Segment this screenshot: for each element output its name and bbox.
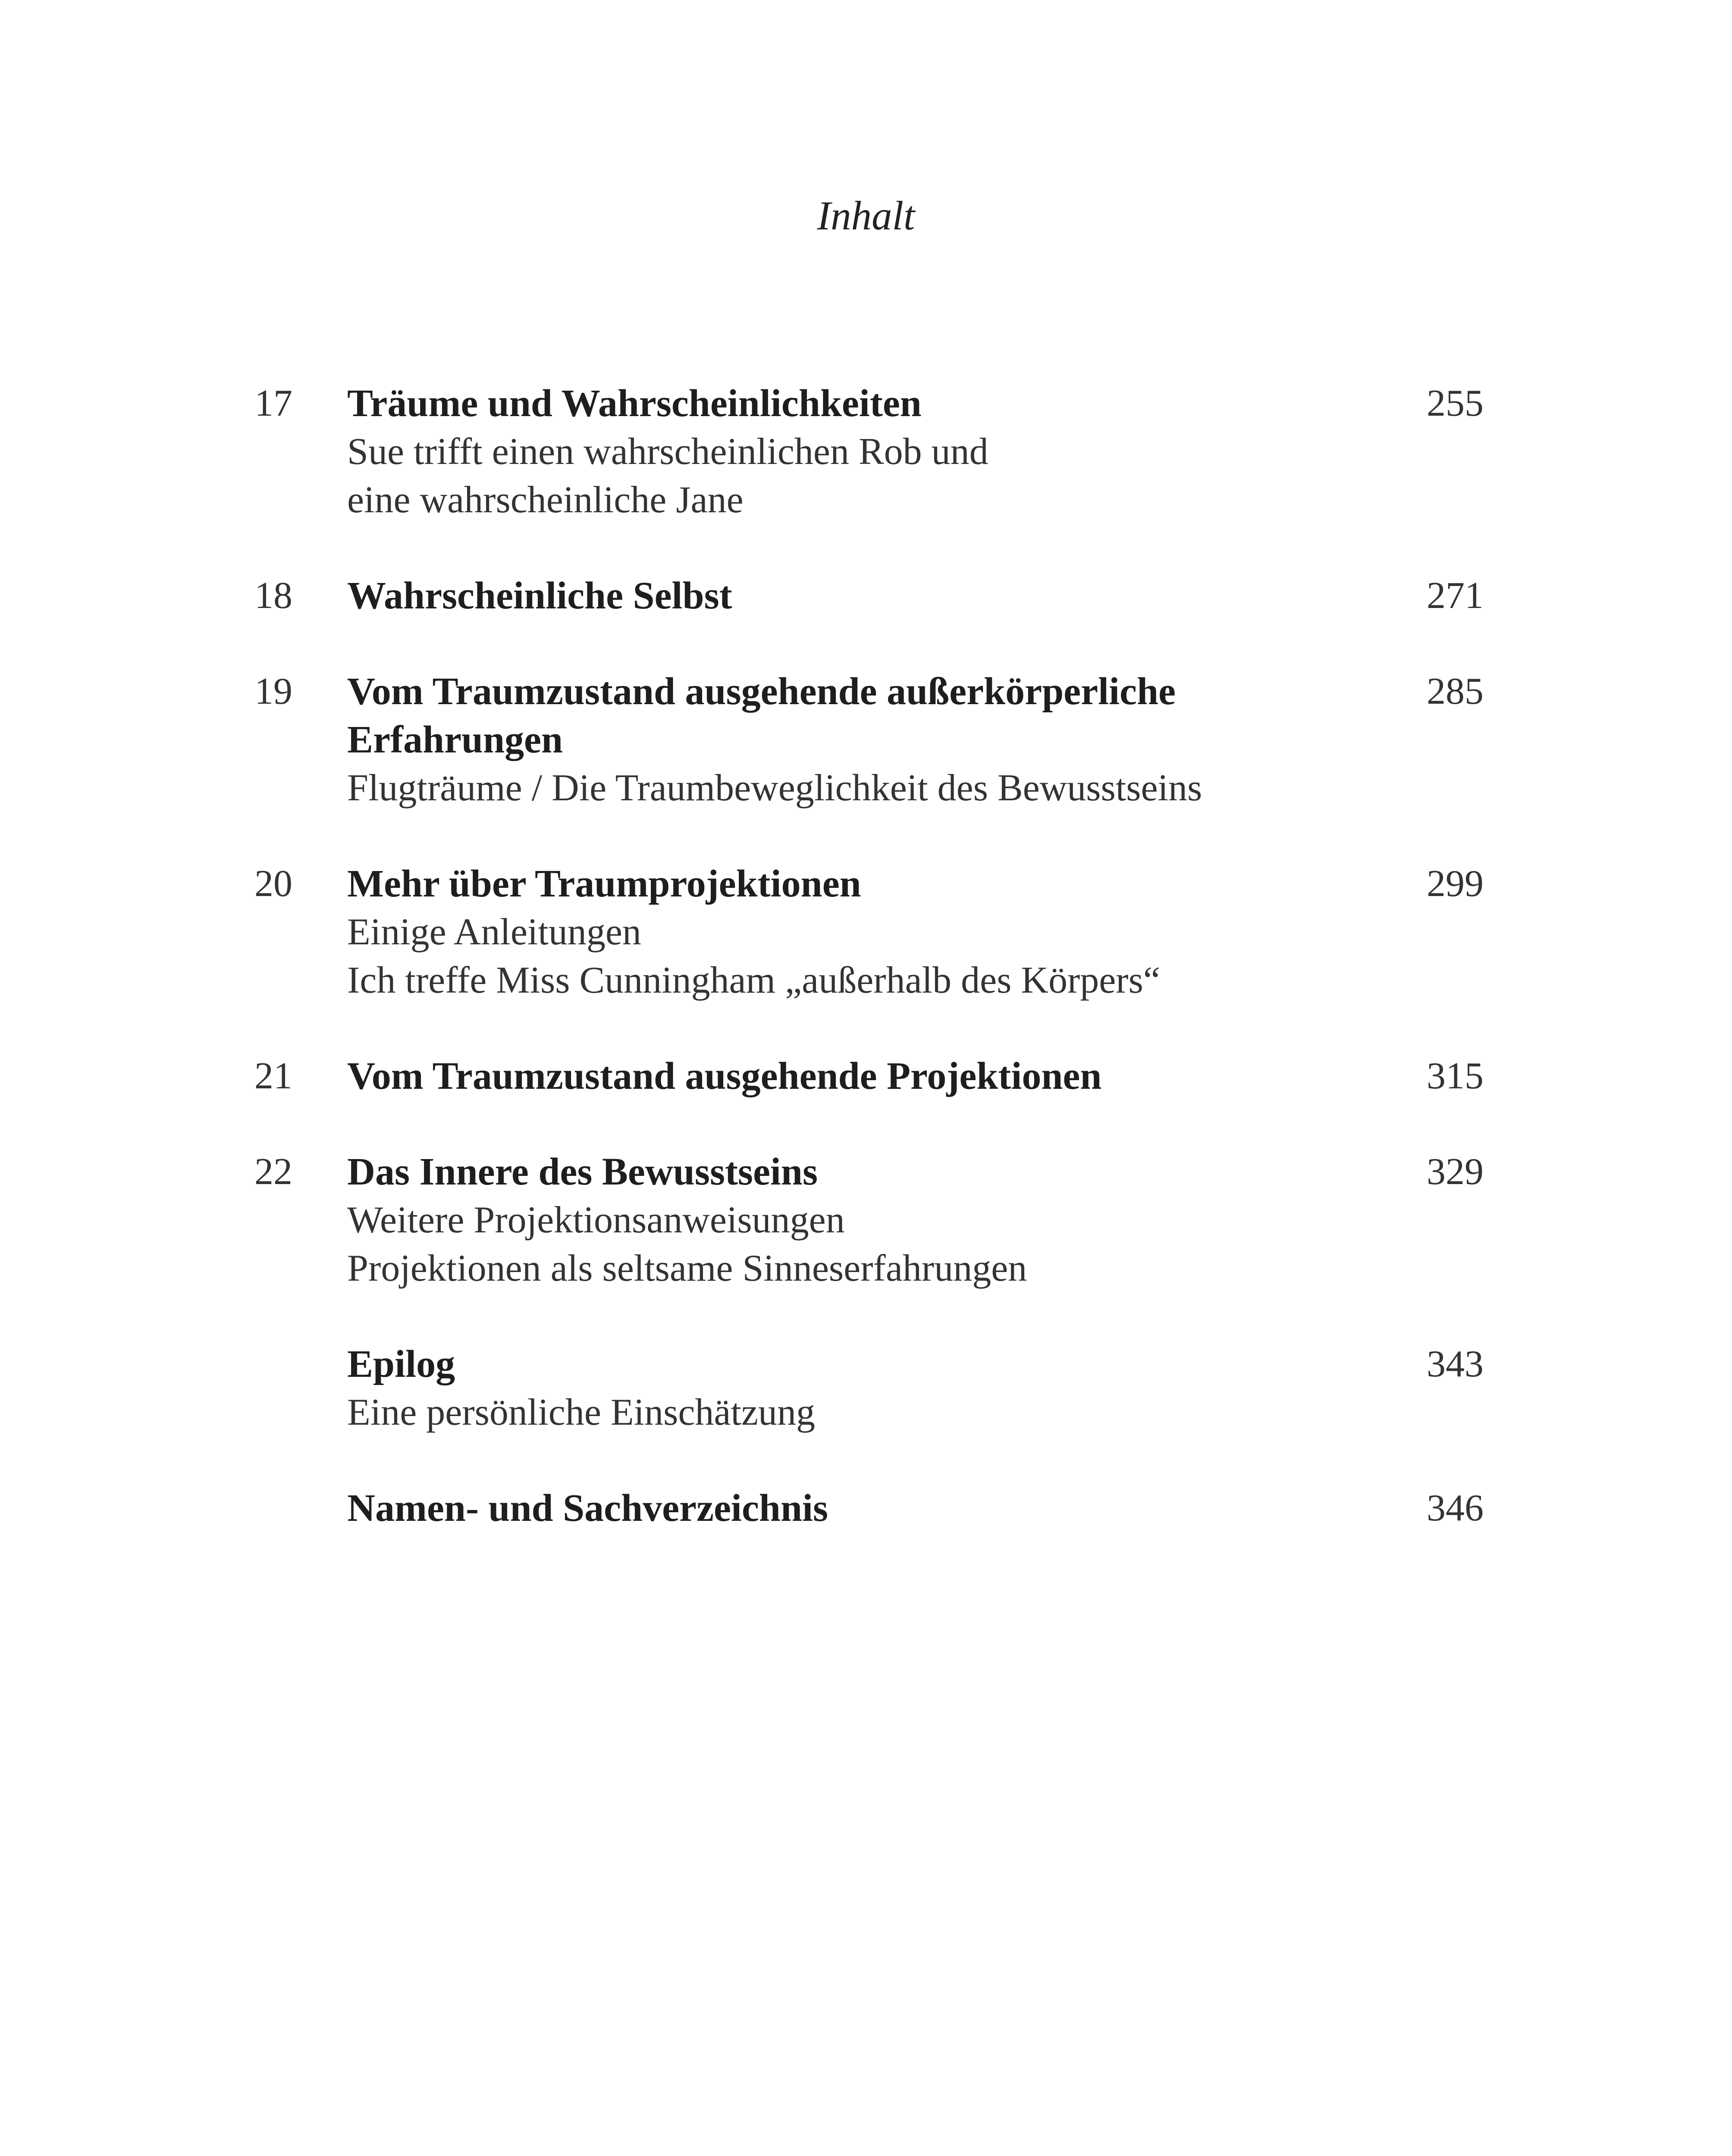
chapter-title: Mehr über Traumprojektionen [347,862,861,905]
running-head: Inhalt [817,193,915,238]
chapter-title: Vom Traumzustand ausgehende außerkörperliche [347,670,1176,713]
toc-entry [0,1340,1732,1437]
chapter-title: Wahrscheinliche Selbst [347,574,732,617]
chapter-subtitle: Projektionen als seltsame Sinneserfahrungen [347,1247,1027,1289]
chapter-number: 21 [254,1055,292,1097]
chapter-subtitle: Sue trifft einen wahrscheinlichen Rob und [347,431,988,473]
page-number: 343 [1427,1343,1484,1385]
page-number: 299 [1427,863,1484,905]
chapter-number: 22 [254,1151,292,1193]
chapter-number: 20 [254,863,292,905]
toc-entry [0,1148,1732,1293]
page-number: 285 [1427,671,1484,712]
toc-entry [0,1484,1732,1532]
chapter-subtitle: eine wahrscheinliche Jane [347,479,744,521]
page-number: 329 [1427,1151,1484,1193]
page-number: 255 [1427,382,1484,424]
toc-entry [0,860,1732,1005]
chapter-title: Vom Traumzustand ausgehende Projektionen [347,1055,1102,1097]
chapter-title: Epilog [347,1343,455,1385]
toc-entry [0,1052,1732,1100]
toc-entry [0,379,1732,524]
chapter-subtitle: Flugträume / Die Traumbeweglichkeit des Bewusstseins [347,767,1202,809]
table-of-contents [0,379,1732,1580]
chapter-subtitle: Ich treffe Miss Cunningham „außerhalb des Körpers“ [347,959,1160,1001]
page-number: 271 [1427,575,1484,617]
page-number: 346 [1427,1487,1484,1529]
chapter-number: 18 [254,575,292,617]
chapter-subtitle: Weitere Projektionsanweisungen [347,1199,845,1241]
toc-entry [0,572,1732,620]
chapter-title: Träume und Wahrscheinlichkeiten [347,382,922,425]
chapter-title: Namen- und Sachverzeichnis [347,1487,828,1529]
page-number: 315 [1427,1055,1484,1097]
chapter-subtitle: Eine persönliche Einschätzung [347,1391,815,1433]
chapter-title: Das Innere des Bewusstseins [347,1150,818,1193]
chapter-number: 17 [254,382,292,424]
chapter-subtitle: Einige Anleitungen [347,911,641,953]
toc-entry [0,667,1732,812]
chapter-title-continued: Erfahrungen [347,718,563,761]
chapter-number: 19 [254,671,292,712]
